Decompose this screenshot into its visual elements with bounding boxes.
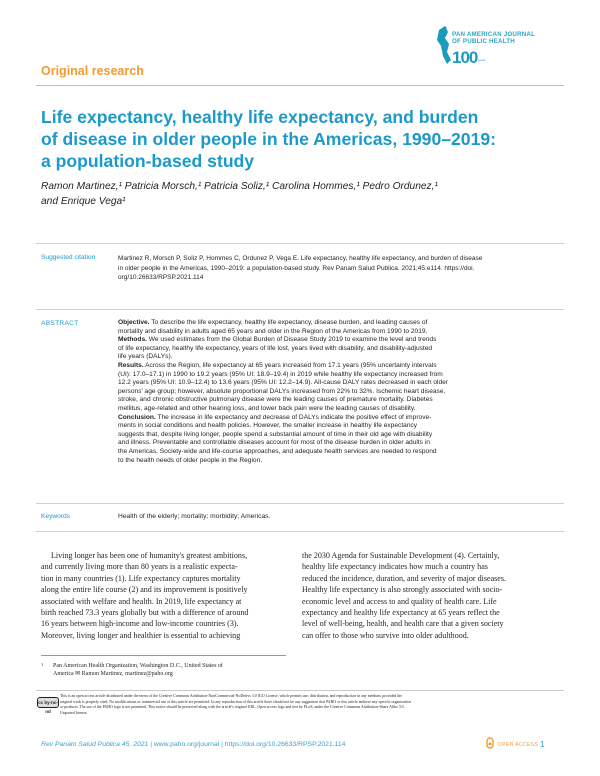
keywords-text: Health of the elderly; mortality; morbidity; Americas. — [118, 513, 271, 520]
suggested-citation: Martinez R, Morsch P, Soliz P, Hommes C, Ordunez P, Vega E. Life expectancy, healthy life expectancy, and burden of disease in older people in the Americas, 1990–2019: a population-based study. Rev Panam Salud Publica. 2021;45:e114. https://doi. org/10.26633/RPSP.2021.114 — [118, 255, 483, 282]
creative-commons-badge: cc by-nc-nd — [37, 697, 59, 708]
footnote-mark: 1 — [41, 662, 44, 667]
license-notice: This is an open access article distributed under the terms of the Creative Commons Attribution-NonCommercial-NoDerivs 3.0 IGO License, which permits use, distribution, and reproduction in any medium, provided the original work is properly cited. No modifications or commercial use of this article are permitted. In any reproduction of this article there should not be any suggestion that PAHO or this article endorse any specific organization or products. The use of the PAHO logo is not permitted. This notice should be preserved along with the article's original URL. Open access logo and text by PLoS, under the Creative Commons Attribution-Share Alike 3.0 Unported license. — [60, 694, 411, 715]
keywords-label: Keywords — [41, 513, 70, 520]
divider-abstract — [36, 309, 564, 310]
body-column-right: the 2030 Agenda for Sustainable Development (4). Certainly, healthy life expectancy indicates how much a country has reduced the incidence, duration, and severity of major diseases. Healthy life expectancy is also strongly associated with socio- economic level and access to and quality of health care. Life expectancy and healthy life expectancy at 65 years reflect the level of well-being, health, and health care that a given society can offer to those who survive into older adulthood. — [302, 551, 507, 640]
anniversary-sub: years — [478, 58, 486, 62]
abstract-body — [118, 319, 562, 465]
journal-logo-text: PAN AMERICAN JOURNAL OF PUBLIC HEALTH — [452, 31, 536, 46]
page-footer: Rev Panam Salud Publica 45, 2021 | www.paho.org/journal | https://doi.org/10.26633/RPSP.2021.114 — [41, 741, 346, 748]
abstract-label: ABSTRACT — [41, 320, 79, 327]
section-label: Original research — [41, 64, 144, 78]
top-divider — [36, 85, 564, 86]
divider-keywords — [36, 503, 564, 504]
footer-journal: Rev Panam Salud Publica 45, 2021 — [41, 741, 149, 748]
footnote-divider — [41, 655, 286, 656]
article-title: Life expectancy, healthy life expectancy, and burden of disease in older people in the Americas, 1990–2019: a population-based study — [41, 107, 497, 171]
open-access-label: OPEN ACCESS — [498, 742, 539, 748]
author-list: Ramon Martinez,¹ Patricia Morsch,¹ Patricia Soliz,¹ Carolina Hommes,¹ Pedro Ordunez,¹ and Enrique Vega¹ — [41, 181, 438, 207]
divider-body — [36, 531, 564, 532]
journal-logo — [433, 20, 553, 75]
license-divider — [36, 690, 564, 691]
page-number: 1 — [540, 740, 545, 749]
body-column-left: Living longer has been one of humanity's greatest ambitions, and currently living more than 80 years is a realistic expecta- tion in many countries (1). Life expectancy captures mortality along the entire life course (2) and its improvement is positively associated with welfare and health. In 2019, life expectancy at birth reached 73.3 years globally but with a difference of around 16 years between high-income and low-income countries (3). Moreover, living longer and healthier is essential to achieving — [41, 551, 249, 640]
abstract-objective: Objective. To describe the life expectancy, healthy life expectancy, disease burden, and leading causes of mortality and disability in adults aged 65 years and older in the Region of the Americas from 1990 to 2019. — [118, 319, 428, 335]
affiliation-footnote: 1 Pan American Health Organization, Washington D.C., United States of America ✉ Ramon Martinez, martinez@paho.org — [41, 662, 223, 678]
abstract-results: Results. Across the Region, life expectancy at 65 years increased from 17.1 years (95% uncertainty intervals (UI): 17.0–17.1) in 1990 to 19.2 years (95% UI: 18.9–19.4) in 2019 while healthy life expectancy increased from 12.2 years (95% UI: 10.9–12.4) to 13.6 years (95% UI: 12.2–14.9). All-cause DALY rates decreased in each older persons' age group; however, absolute proportional DALYs increased from 22% to 32%. Ischemic heart disease, stroke, and chronic obstructive pulmonary disease were the leading causes of premature mortality. Diabetes mellitus, age-related and other hearing loss, and lower back pain were the leading causes of disability. — [118, 361, 448, 412]
abstract-methods: Methods. We used estimates from the Global Burden of Disease Study 2019 to examine the level and trends of life expectancy, healthy life expectancy, years of life lost, years lived with disability, and disability-adjusted life years (DALYs). — [118, 336, 437, 361]
divider-citation — [36, 243, 564, 244]
americas-map-icon — [437, 26, 451, 64]
footer-url[interactable]: www.paho.org/journal — [153, 741, 220, 748]
footer-doi[interactable]: https://doi.org/10.26633/RPSP.2021.114 — [224, 741, 346, 748]
anniversary-mark: 100 — [452, 48, 478, 67]
citation-label: Suggested citation — [41, 254, 96, 261]
abstract-conclusion: Conclusion. The increase in life expectancy and decrease of DALYs indicate the positive effect of improve- ments in social conditions and health policies. However, the smaller increase in healthy life expectancy suggests that, despite living longer, people spend a substantial amount of time in their old age with disability and illness. Preventable and controllable diseases account for most of the disease burden in older adults in the Americas. Society-wide and life-course approaches, and adequate health services are needed to respond to the health needs of older people in the Region. — [118, 413, 437, 464]
